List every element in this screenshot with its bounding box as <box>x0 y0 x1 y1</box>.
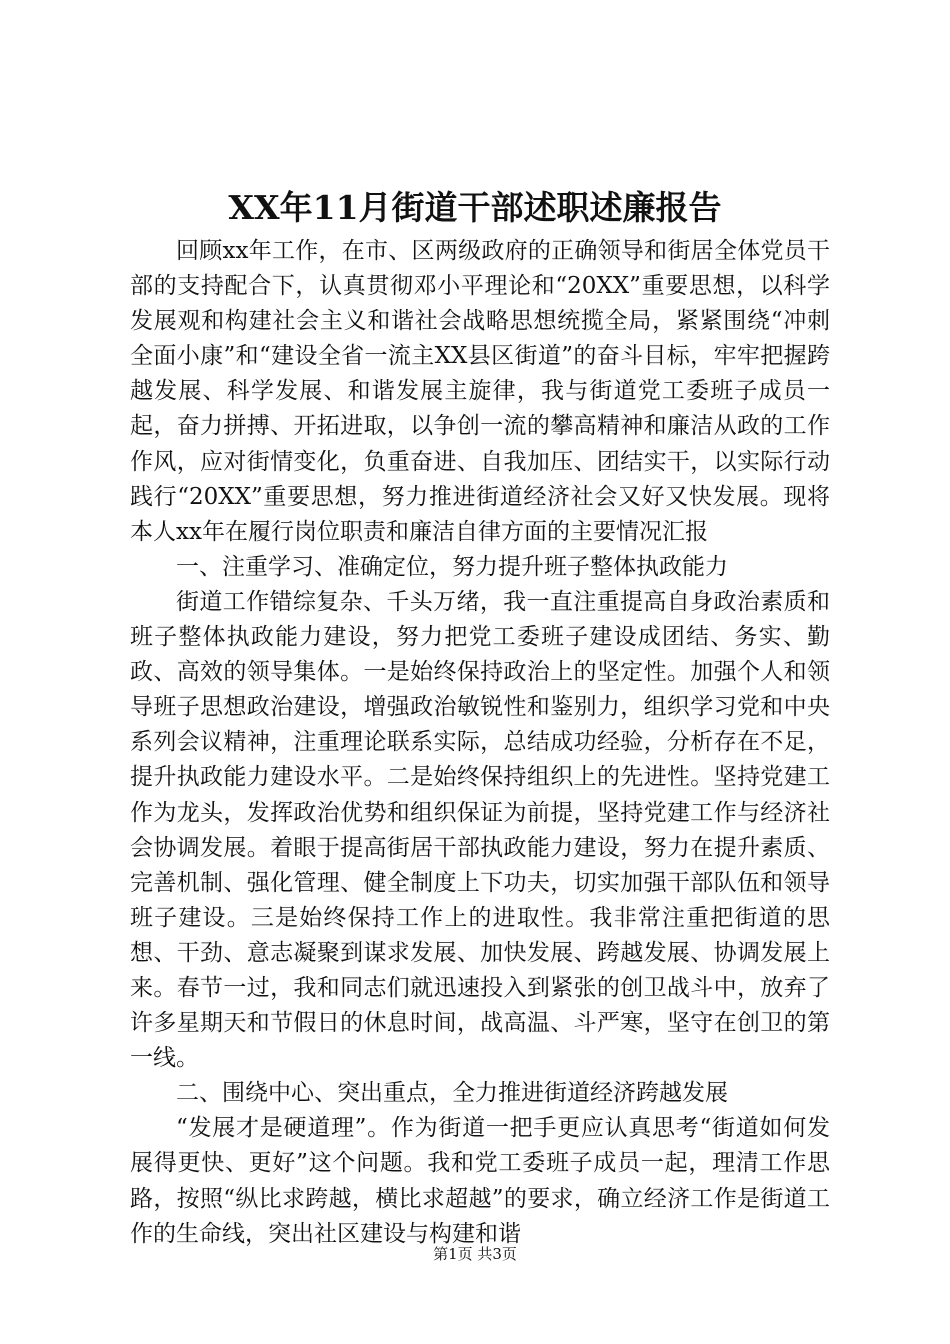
section-heading-1: 一、注重学习、准确定位，努力提升班子整体执政能力 <box>176 553 728 580</box>
page-footer: 第1页 共3页 <box>433 1245 517 1263</box>
section-heading-2: 二、围绕中心、突出重点，全力推进街道经济跨越发展 <box>176 1080 728 1107</box>
document-body <box>130 234 830 1252</box>
document-title: XX年11月街道干部述职述廉报告 <box>228 188 722 227</box>
paragraph-section-1: 街道工作错综复杂、千头万绪，我一直注重提高自身政治素质和班子整体执政能力建设，努力把党工委班子建设成团结、务实、勤政、高效的领导集体。一是始终保持政治上的坚定性。加强个人和领导班子思想政治建设，增强政治敏锐性和鉴别力，组织学习党和中央系列会议精神，注重理论联系实际，总结成功经验，分析存在不足，提升执政能力建设水平。二是始终保持组织上的先进性。坚持党建工作为龙头，发挥政治优势和组织保证为前提，坚持党建工作与经济社会协调发展。着眼于提高街居干部执政能力建设，努力在提升素质、完善机制、强化管理、健全制度上下功夫，切实加强干部队伍和领导班子建设。三是始终保持工作上的进取性。我非常注重把街道的思想、干劲、意志凝聚到谋求发展、加快发展、跨越发展、协调发展上来。春节一过，我和同志们就迅速投入到紧张的创卫战斗中，放弃了许多星期天和节假日的休息时间，战高温、斗严寒，坚守在创卫的第一线。 <box>130 588 830 1072</box>
paragraph-intro: 回顾xx年工作，在市、区两级政府的正确领导和街居全体党员干部的支持配合下，认真贯彻邓小平理论和“20XX”重要思想，以科学发展观和构建社会主义和谐社会战略思想统揽全局，紧紧围绕“冲刺全面小康”和“建设全省一流主XX县区街道”的奋斗目标，牢牢把握跨越发展、科学发展、和谐发展主旋律，我与街道党工委班子成员一起，奋力拼搏、开拓进取，以争创一流的攀高精神和廉洁从政的工作作风，应对街情变化，负重奋进、自我加压、团结实干，以实际行动践行“20XX”重要思想，努力推进街道经济社会又好又快发展。现将本人xx年在履行岗位职责和廉洁自律方面的主要情况汇报 <box>130 238 830 545</box>
paragraph-section-2: “发展才是硬道理”。作为街道一把手更应认真思考“街道如何发展得更快、更好”这个问题。我和党工委班子成员一起，理清工作思路，按照“纵比求跨越，横比求超越”的要求，确立经济工作是街道工作的生命线，突出社区建设与构建和谐 <box>130 1115 830 1247</box>
